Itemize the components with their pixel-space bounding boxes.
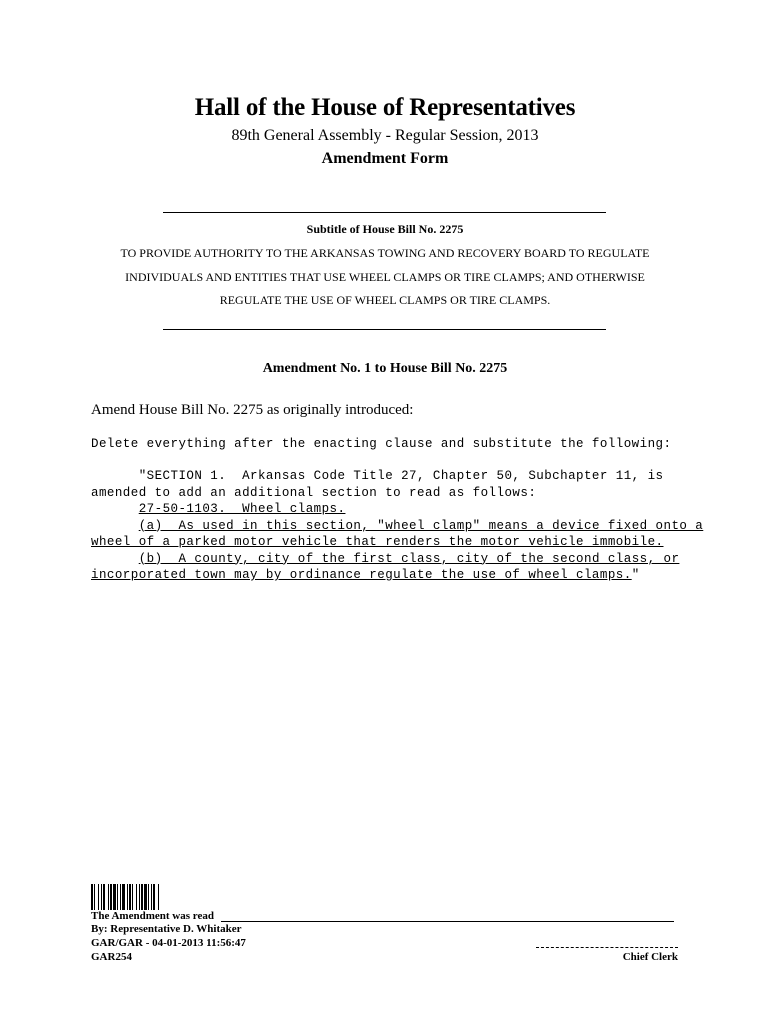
body-line-1: "SECTION 1. Arkansas Code Title 27, Chapter 50, Subchapter 11, is: [91, 469, 664, 483]
document-title: Hall of the House of Representatives: [194, 94, 576, 121]
subsection-b-cont-underlined: incorporated town may by ordinance regulate the use of wheel clamps.: [91, 568, 632, 582]
amendment-heading: Amendment No. 1 to House Bill No. 2275: [262, 361, 508, 376]
body-line-2: amended to add an additional section to read as follows:: [91, 485, 537, 500]
barcode-image: [91, 884, 183, 910]
body-line-4: [91, 519, 703, 536]
read-label: The Amendment was read: [91, 910, 214, 922]
body-line-6: [91, 552, 703, 569]
subtitle-line-2: INDIVIDUALS AND ENTITIES THAT USE WHEEL CLAMPS OR TIRE CLAMPS; AND OTHERWISE: [125, 270, 645, 284]
document-id: GAR254: [91, 951, 132, 963]
divider-top: [163, 212, 606, 213]
chief-clerk-label: Chief Clerk: [622, 951, 678, 963]
form-name: Amendment Form: [321, 150, 449, 167]
subtitle-line-3: REGULATE THE USE OF WHEEL CLAMPS OR TIRE CLAMPS.: [219, 293, 551, 307]
subtitle-line-1: TO PROVIDE AUTHORITY TO THE ARKANSAS TOWING AND RECOVERY BOARD TO REGULATE: [120, 246, 650, 260]
sponsor: By: Representative D. Whitaker: [91, 923, 242, 935]
document-code: GAR/GAR - 04-01-2013 11:56:47: [91, 937, 246, 949]
clerk-signature-line: [536, 947, 678, 948]
session-line: 89th General Assembly - Regular Session, 2013: [231, 127, 539, 144]
subtitle-label: Subtitle of House Bill No. 2275: [306, 222, 464, 236]
divider-bottom: [163, 329, 606, 330]
section-heading-underlined: 27-50-1103. Wheel clamps.: [138, 502, 346, 516]
amendment-read-line: [91, 910, 214, 922]
subsection-b-underlined: (b) A county, city of the first class, city of the second class, or: [138, 551, 680, 566]
body-line-3: [91, 502, 703, 519]
amendment-instruction: Delete everything after the enacting clause and substitute the following:: [91, 437, 672, 451]
body-line-5: wheel of a parked motor vehicle that renders the motor vehicle immobile.: [91, 535, 664, 549]
body-line-7: incorporated town may by ordinance regulate the use of wheel clamps.": [91, 568, 640, 582]
subsection-a-underlined: (a) As used in this section, "wheel clamp" means a device fixed onto a: [138, 518, 704, 533]
read-signature-line: [221, 921, 674, 922]
amendment-intro: Amend House Bill No. 2275 as originally introduced:: [91, 402, 414, 418]
amendment-body: [91, 469, 703, 585]
